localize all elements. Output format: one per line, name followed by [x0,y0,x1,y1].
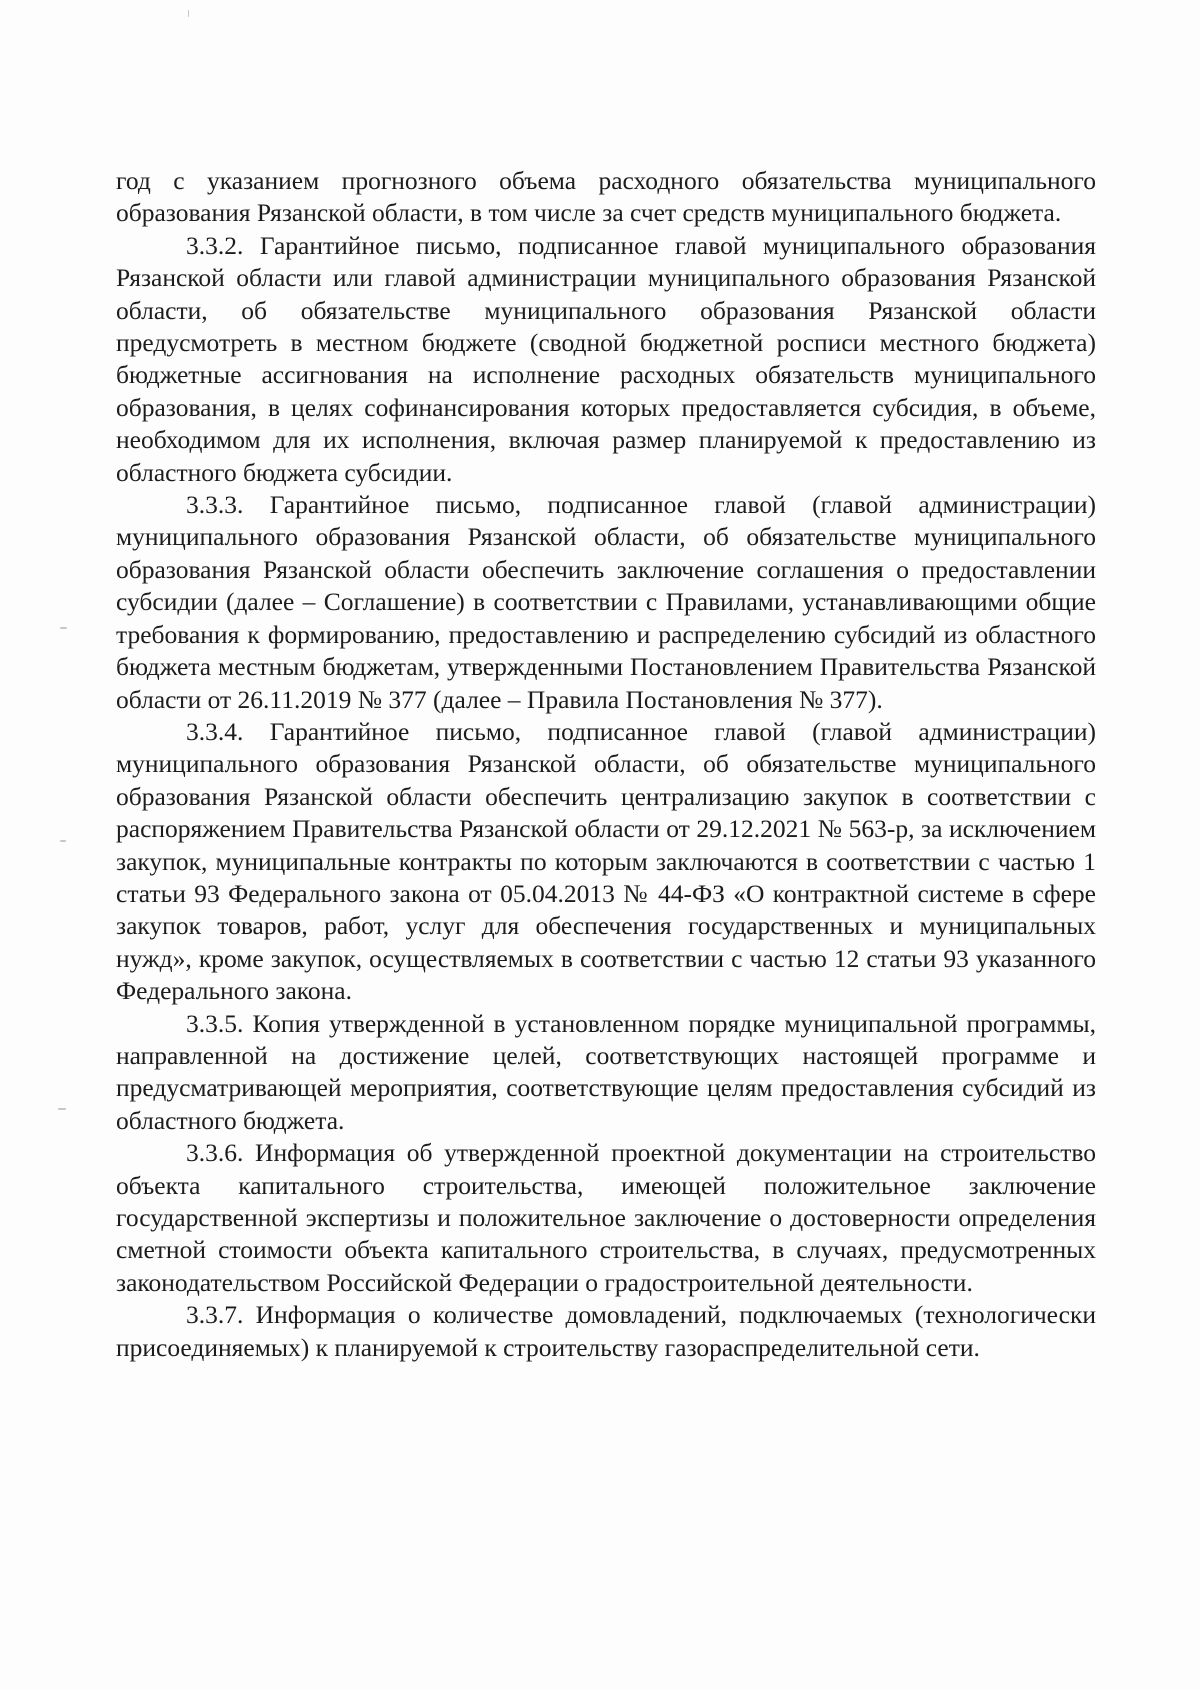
scan-artifact-left-2 [60,840,66,842]
paragraph-3-3-7: 3.3.7. Информация о количестве домовладений, подключаемых (технологически присоединяемых) к планируемой к строительству газораспределительной сети. [116,1300,1096,1362]
document-body [116,165,1096,1364]
paragraph-3-3-2: 3.3.2. Гарантийное письмо, подписанное главой муниципального образования Рязанской области или главой администрации муниципального образования Рязанской области, об обязательстве муниципального образования Рязанской области предусмотреть в местном бюджете (сводной бюджетной росписи местного бюджета) бюджетные ассигнования на исполнение расходных обязательств муниципального образования, в целях софинансирования которых предоставляется субсидия, в объеме, необходимом для их исполнения, включая размер планируемой к предоставлению из областного бюджета субсидии. [116,230,1096,487]
paragraph-3-3-3: 3.3.3. Гарантийное письмо, подписанное главой (главой администрации) муниципального образования Рязанской области, об обязательстве муниципального образования Рязанской области обеспечить заключение соглашения о предоставлении субсидии (далее – Соглашение) в соответствии с Правилами, устанавливающими общие требования к формированию, предоставлению и распределению субсидий из областного бюджета местным бюджетам, утвержденными Постановлением Правительства Рязанской области от 26.11.2019 № 377 (далее – Правила Постановления № 377). [116,490,1096,714]
scan-artifact-top [188,10,189,17]
paragraph-3-3-5: 3.3.5. Копия утвержденной в установленном порядке муниципальной программы, направленной на достижение целей, соответствующих настоящей программе и предусматривающей мероприятия, соответствующие целям предоставления субсидий из областного бюджета. [116,1008,1096,1135]
paragraph-3-3-6: 3.3.6. Информация об утвержденной проектной документации на строительство объекта капитального строительства, имеющей положительное заключение государственной экспертизы и положительное заключение о достоверности определения сметной стоимости объекта капитального строительства, в случаях, предусмотренных законодательством Российской Федерации о градостроительной деятельности. [116,1138,1096,1297]
scan-artifact-left-1 [60,627,67,629]
paragraph-continuation: год с указанием прогнозного объема расходного обязательства муниципального образования Рязанской области, в том числе за счет средств муниципального бюджета. [116,166,1096,228]
scan-artifact-left-3 [58,1108,66,1110]
paragraph-3-3-4: 3.3.4. Гарантийное письмо, подписанное главой (главой администрации) муниципального образования Рязанской области, об обязательстве муниципального образования Рязанской области обеспечить централизацию закупок в соответствии с распоряжением Правительства Рязанской области от 29.12.2021 № 563-р, за исключением закупок, муниципальные контракты по которым заключаются в соответствии с частью 1 статьи 93 Федерального закона от 05.04.2013 № 44-ФЗ «О контрактной системе в сфере закупок товаров, работ, услуг для обеспечения государственных и муниципальных нужд», кроме закупок, осуществляемых в соответствии с частью 12 статьи 93 указанного Федерального закона. [116,716,1096,1006]
